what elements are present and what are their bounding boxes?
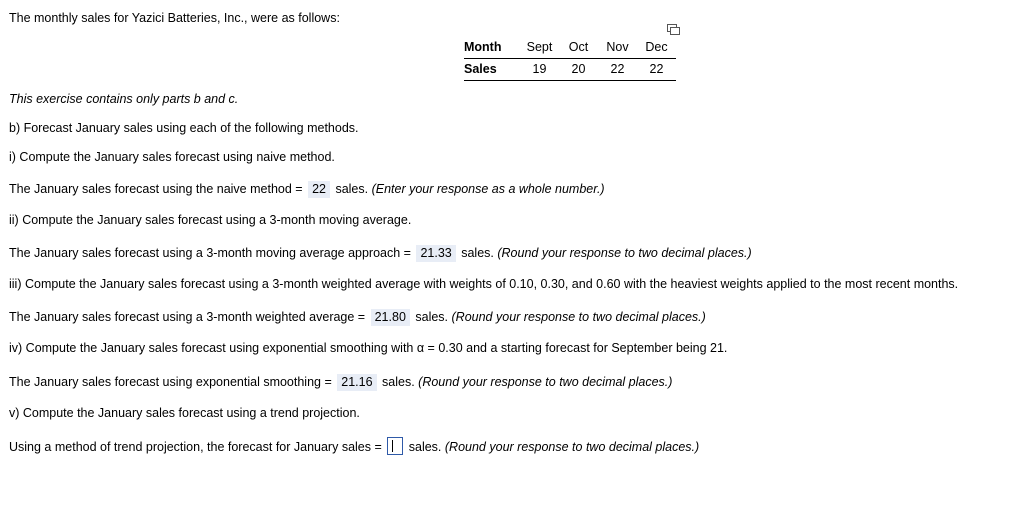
row-label-month: Month (464, 38, 520, 59)
sales-cell: 19 (520, 59, 559, 81)
exercise-note: This exercise contains only parts b and c. (9, 92, 239, 106)
table-row-month (464, 38, 676, 59)
answer-line-iii (9, 309, 706, 326)
part-b-header: b) Forecast January sales using each of the following methods. (9, 121, 359, 135)
question-iii: iii) Compute the January sales forecast using a 3-month weighted average with weights of 0.10, 0.30, and 0.60 with the heaviest weights applied to the most recent months. (9, 277, 959, 291)
answer-prefix: The January sales forecast using a 3-month weighted average = (9, 310, 366, 324)
answer-line-v (9, 437, 699, 455)
answer-field-naive[interactable]: 22 (308, 181, 330, 198)
text-cursor (392, 440, 393, 452)
answer-field-moving-average[interactable]: 21.33 (416, 245, 455, 262)
answer-line-iv (9, 374, 672, 391)
answer-unit: sales. (382, 375, 415, 389)
sales-cell: 22 (598, 59, 637, 81)
answer-hint: (Round your response to two decimal places.) (497, 246, 752, 260)
answer-field-exponential-smoothing[interactable]: 21.16 (337, 374, 376, 391)
answer-hint: (Round your response to two decimal places.) (451, 310, 706, 324)
question-ii: ii) Compute the January sales forecast using a 3-month moving average. (9, 213, 412, 227)
answer-unit: sales. (335, 182, 369, 196)
answer-line-i (9, 181, 605, 198)
month-cell: Sept (520, 38, 559, 59)
month-cell: Nov (598, 38, 637, 59)
answer-hint: (Round your response to two decimal places.) (444, 440, 700, 454)
answer-prefix: Using a method of trend projection, the forecast for January sales = (9, 440, 382, 454)
answer-unit: sales. (461, 246, 494, 260)
answer-input-trend-projection[interactable] (387, 437, 403, 455)
answer-prefix: The January sales forecast using a 3-month moving average approach = (9, 246, 411, 260)
answer-hint: (Enter your response as a whole number.) (371, 182, 605, 196)
sales-cell: 20 (559, 59, 598, 81)
question-v: v) Compute the January sales forecast using a trend projection. (9, 406, 360, 420)
question-i: i) Compute the January sales forecast using naive method. (9, 150, 335, 164)
month-cell: Oct (559, 38, 598, 59)
answer-prefix: The January sales forecast using exponential smoothing = (9, 375, 332, 389)
table-row-sales (464, 59, 676, 81)
answer-unit: sales. (415, 310, 449, 324)
month-cell: Dec (637, 38, 676, 59)
answer-field-weighted-average[interactable]: 21.80 (371, 309, 410, 326)
row-label-sales: Sales (464, 59, 520, 81)
sales-table (464, 38, 676, 81)
sales-cell: 22 (637, 59, 676, 81)
question-iv: iv) Compute the January sales forecast using exponential smoothing with α = 0.30 and a starting forecast for September being 21. (9, 341, 728, 355)
intro-text: The monthly sales for Yazici Batteries, Inc., were as follows: (9, 11, 340, 25)
answer-hint: (Round your response to two decimal places.) (418, 375, 673, 389)
answer-prefix: The January sales forecast using the naive method = (9, 182, 303, 196)
copy-icon[interactable] (667, 24, 680, 36)
answer-line-ii (9, 245, 752, 262)
answer-unit: sales. (408, 440, 442, 454)
